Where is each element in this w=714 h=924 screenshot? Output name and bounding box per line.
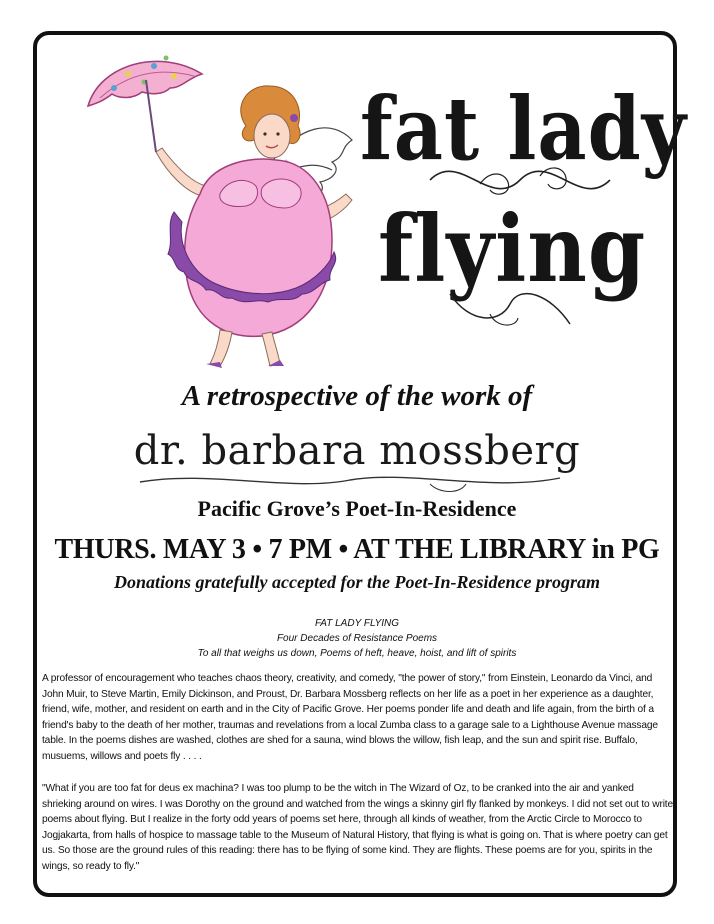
book-subtitle: Four Decades of Resistance Poems bbox=[276, 633, 438, 644]
face-icon bbox=[254, 114, 290, 158]
quote-paragraph: "What if you are too fat for deus ex machina? I was too plump to be the witch in The Wizard of Oz, to be cranked into the air and yanked shrieking around on wires. I was Dorothy on the ground and watched from the wings a skinny girl fly flanked by monkeys. I did not set out to write poems about flying. But I realize in the forty odd years of poems set here, through all kinds of weather, from the Arctic Circle to Morocco to Jogjakarta, from halls of hospice to massage table to the Museum of Natural History, that flying is what is going on. That is where poetry can get us. So those are the ground rules of this reading: there has to be flying of some kind. They are flights. These poems are for you, spirits in the wings, so ready to fly." bbox=[42, 783, 674, 872]
poet-name: dr. barbara mossberg bbox=[133, 428, 581, 474]
winged-lady-with-parasol-icon bbox=[70, 44, 360, 370]
event-details: THURS. MAY 3 • 7 PM • AT THE LIBRARY in PG bbox=[54, 534, 660, 565]
title-line-1: fat lady bbox=[360, 78, 687, 181]
title-flourish-lower-icon bbox=[440, 284, 580, 334]
retrospective-heading: A retrospective of the work of bbox=[181, 380, 533, 412]
dress-icon bbox=[185, 159, 332, 336]
book-title: FAT LADY FLYING bbox=[314, 618, 400, 629]
description-paragraph: A professor of encouragement who teaches chaos theory, creativity, and comedy, "the power of story," from Einstein, Leonardo da Vinci, and John Muir, to Steve Martin, Emily Dickinson, and Proust, Dr. Barbara Mossberg reflects on her life as a poet in her experience as a daughter, friend, wife, mother, and resident on earth and in the City of Pacific Grove. Her poems ponder life and death and life again, from the birth of a friend's baby to the death of her mother, traumas and revelations from a local Zumba class to a garage sale to a Lighthouse Avenue massage table. In the poems dishes are washed, clothes are shed for a sauna, wind blows the willow, fish leap, and the sun and spirit rise. Buffalo, musuems, willows and poets fly . . . . bbox=[42, 673, 658, 762]
name-flourish-icon bbox=[130, 466, 570, 496]
book-info bbox=[0, 616, 714, 661]
title-flourish-icon bbox=[420, 150, 620, 210]
book-dedication: To all that weighs us down, Poems of heft, heave, hoist, and lift of spirits bbox=[197, 648, 517, 659]
donations-note: Donations gratefully accepted for the Poet-In-Residence program bbox=[114, 572, 600, 592]
residence-heading: Pacific Grove’s Poet-In-Residence bbox=[197, 496, 517, 521]
title-line-2: flying bbox=[378, 196, 647, 304]
left-arm-icon bbox=[156, 148, 206, 196]
parasol-icon bbox=[88, 56, 202, 153]
